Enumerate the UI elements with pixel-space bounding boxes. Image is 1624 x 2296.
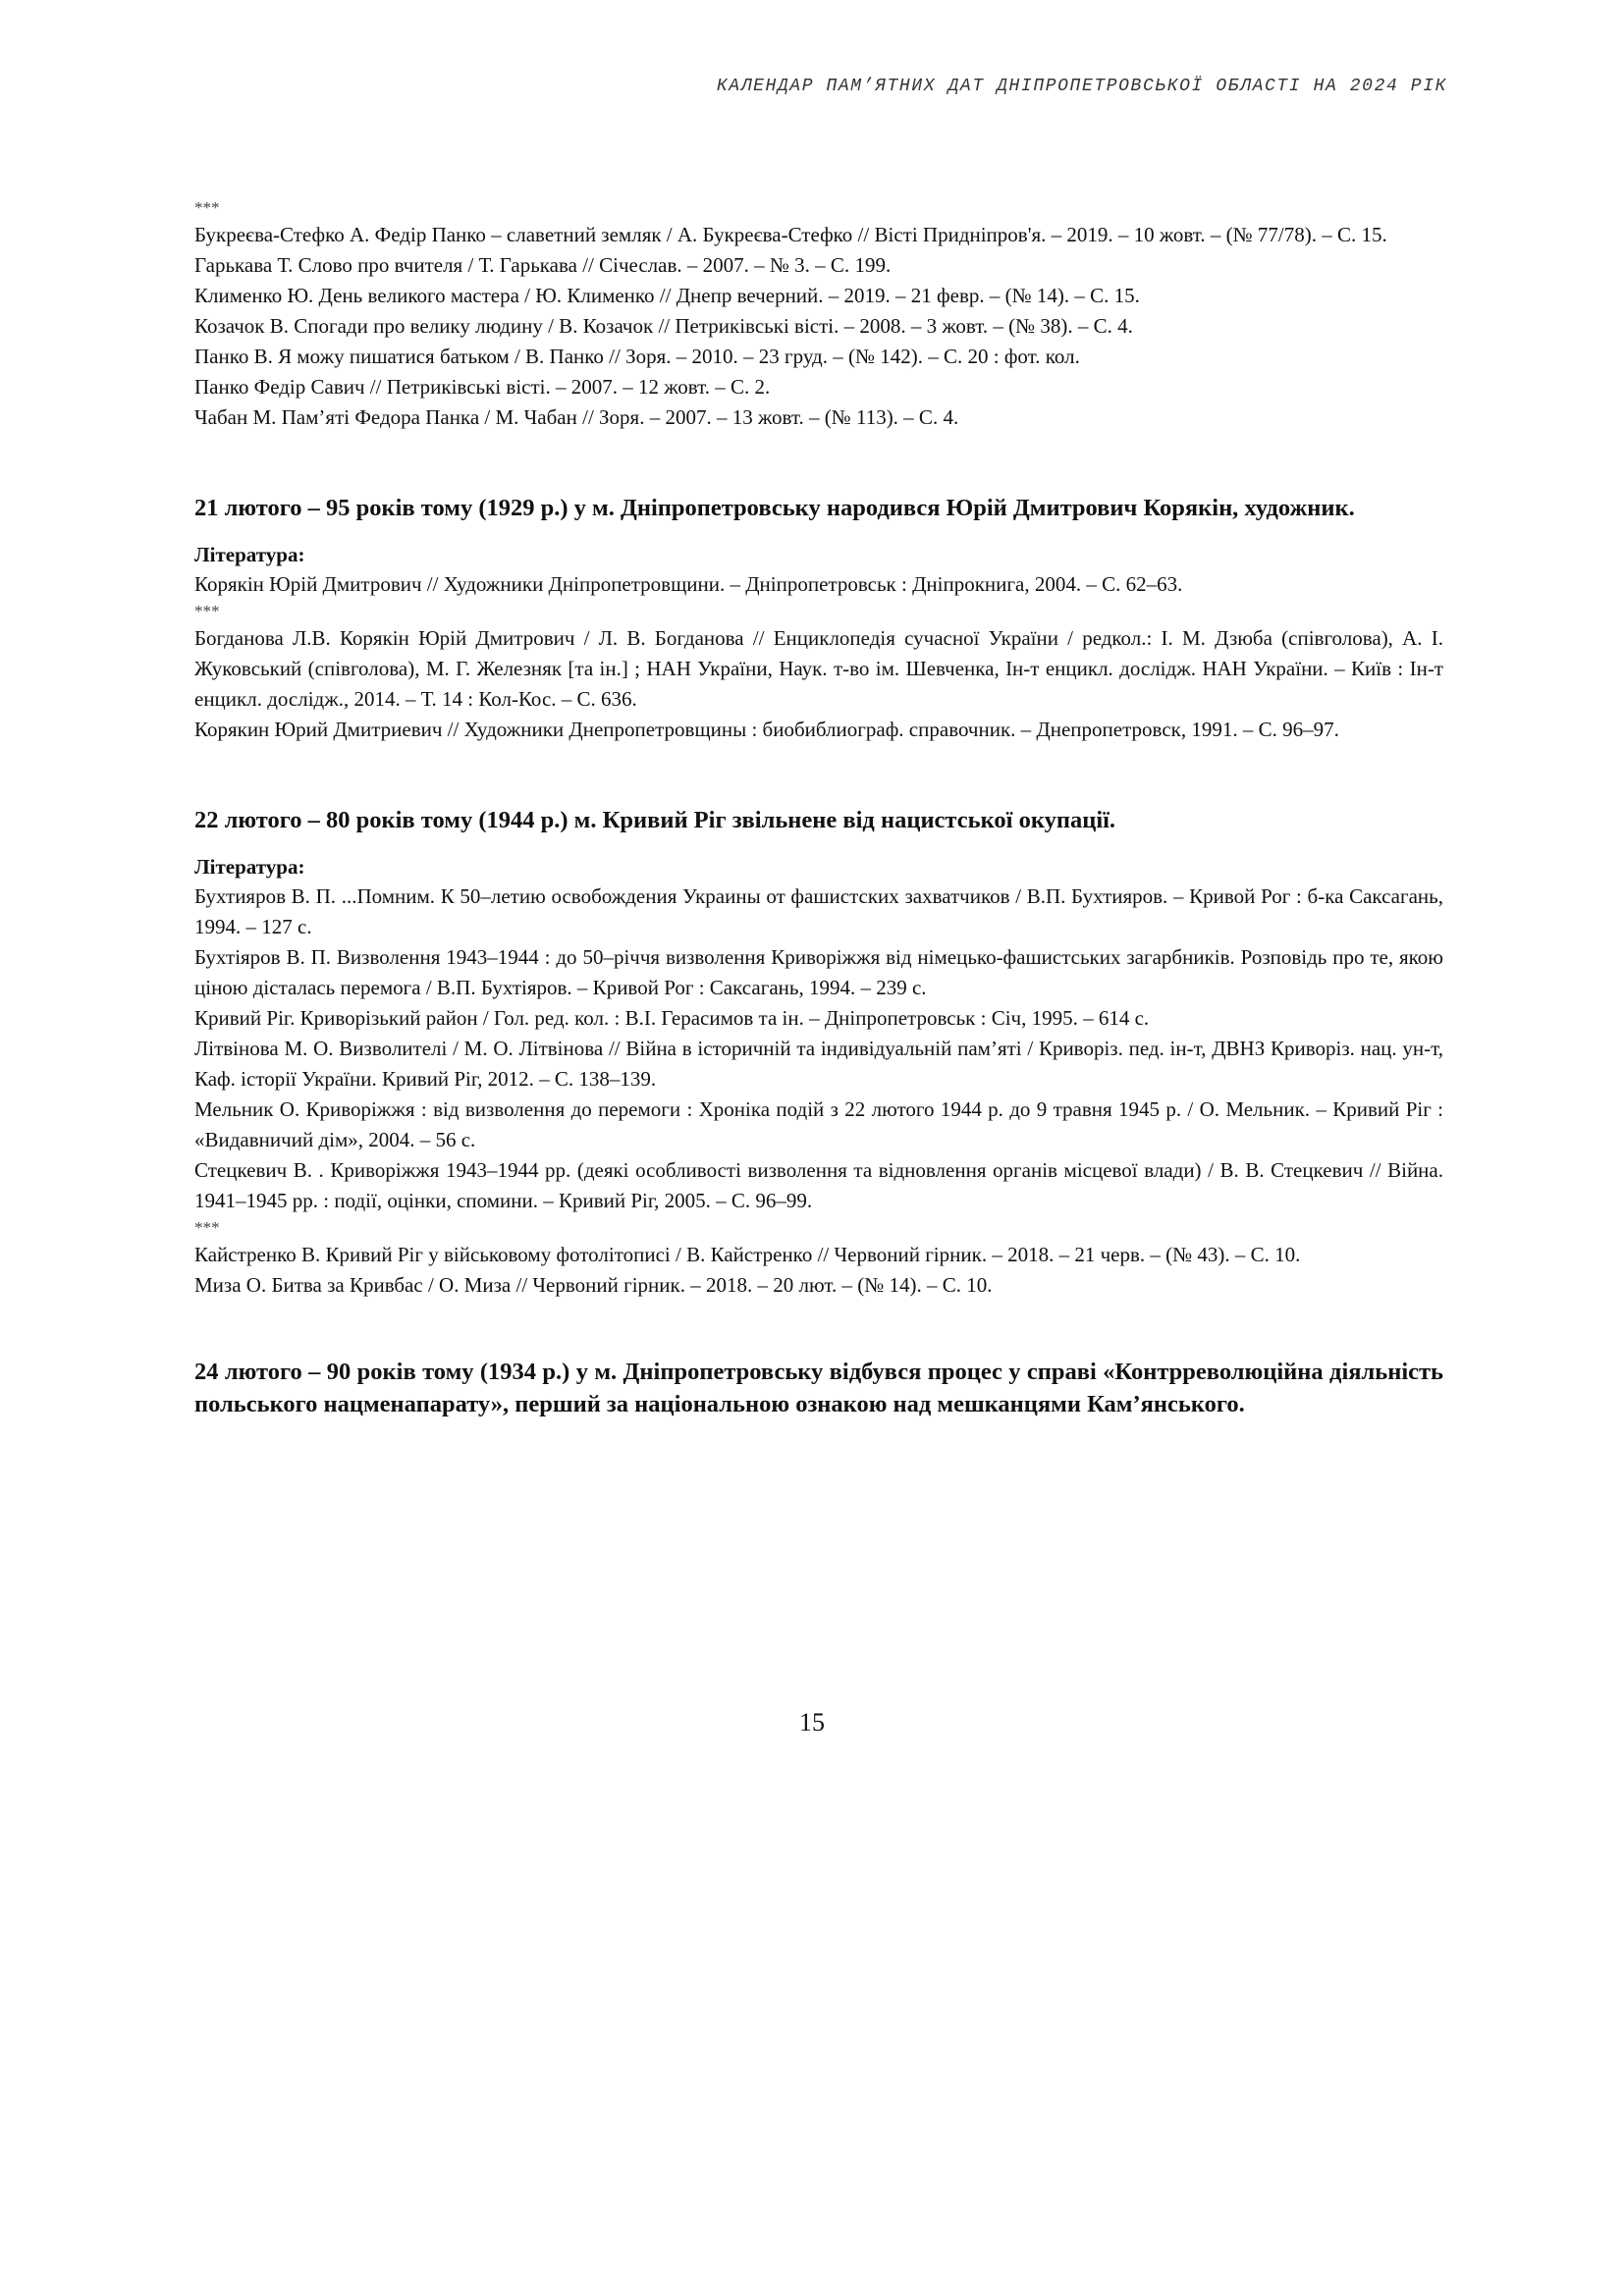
literature-item: Стецкевич В. . Криворіжжя 1943–1944 рр. (деякі особливості визволення та відновлення органів місцевої влади) / В. В. Стецкевич // Війна. 1941–1945 рр. : події, оцінки, спомини. – Кривий Ріг, 2005. – С. 96–99. [194,1158,1443,1212]
literature-item: Бухтіяров В. П. Визволення 1943–1944 : до 50–річчя визволення Криворіжжя від німецько-фашистських загарбників. Розповідь про те, якою ціною дісталась перемога / В.П. Бухтіяров. – Кривой Рог : Саксагань, 1994. – 239 с. [194,945,1443,999]
separator-stars: *** [194,602,220,620]
separator-stars: *** [194,198,220,217]
reference-item: Панко В. Я можу пишатися батьком / В. Панко // Зоря. – 2010. – 23 груд. – (№ 142). – С. 20 : фот. кол. [194,345,1080,368]
event-heading: 22 лютого – 80 років тому (1944 р.) м. Кривий Ріг звільнене від нацистської окупації. [194,807,1116,833]
event-heading: 24 лютого – 90 років тому (1934 р.) у м. Дніпропетровську відбувся процес у справі «Контрреволюційна діяльність польського нацменапарату», перший за національною ознакою над мешканцями Кам’янського. [194,1359,1443,1417]
reference-item: Букреєва-Стефко А. Федір Панко – славетний земляк / А. Букреєва-Стефко // Вісті Придніпров'я. – 2019. – 10 жовт. – (№ 77/78). – С. 15. [194,223,1387,246]
reference-item: Чабан М. Пам’яті Федора Панка / М. Чабан // Зоря. – 2007. – 13 жовт. – (№ 113). – С. 4. [194,405,959,429]
reference-item: Гарькава Т. Слово про вчителя / Т. Гарькава // Січеслав. – 2007. – № 3. – С. 199. [194,253,892,277]
reference-item: Корякин Юрий Дмитриевич // Художники Днепропетровщины : биобиблиограф. справочник. – Днепропетровск, 1991. – С. 96–97. [194,718,1339,741]
literature-item: Мельник О. Криворіжжя : від визволення до перемоги : Хроніка подій з 22 лютого 1944 р. до 9 травня 1945 р. / О. Мельник. – Кривий Ріг : «Видавничий дім», 2004. – 56 с. [194,1097,1443,1151]
reference-item: Козачок В. Спогади про велику людину / В. Козачок // Петриківські вісті. – 2008. – 3 жовт. – (№ 38). – С. 4. [194,314,1133,338]
running-header: КАЛЕНДАР ПАМ’ЯТНИХ ДАТ ДНІПРОПЕТРОВСЬКОЇ ОБЛАСТІ НА 2024 РІК [716,77,1447,96]
page-number: 15 [799,1708,825,1736]
reference-item: Панко Федір Савич // Петриківські вісті. – 2007. – 12 жовт. – С. 2. [194,375,771,399]
literature-item: Корякін Юрій Дмитрович // Художники Дніпропетровщини. – Дніпропетровськ : Дніпрокнига, 2004. – С. 62–63. [194,572,1183,596]
reference-item: Миза О. Битва за Кривбас / О. Миза // Червоний гірник. – 2018. – 20 лют. – (№ 14). – С. 10. [194,1273,993,1297]
event-heading: 21 лютого – 95 років тому (1929 р.) у м. Дніпропетровську народився Юрій Дмитрович Корякін, художник. [194,495,1355,521]
literature-label: Література: [194,855,305,879]
separator-stars: *** [194,1218,220,1237]
reference-item: Клименко Ю. День великого мастера / Ю. Клименко // Днепр вечерний. – 2019. – 21 февр. – (№ 14). – С. 15. [194,284,1140,307]
reference-item: Богданова Л.В. Корякін Юрій Дмитрович / Л. В. Богданова // Енциклопедія сучасної України / редкол.: І. М. Дзюба (співголова), А. І. Жуковський (співголова), М. Г. Железняк [та ін.] ; НАН України, Наук. т-во ім. Шевченка, Ін-т енцикл. дослідж. НАН України. – Київ : Ін-т енцикл. дослідж., 2014. – Т. 14 : Кол-Кос. – С. 636. [194,626,1443,711]
literature-item: Бухтияров В. П. ...Помним. К 50–летию освобождения Украины от фашистских захватчиков / В.П. Бухтияров. – Кривой Рог : б-ка Саксагань, 1994. – 127 с. [194,884,1443,938]
page-content [194,196,1443,1420]
literature-label: Література: [194,543,305,566]
literature-item: Кривий Ріг. Криворізький район / Гол. ред. кол. : В.І. Герасимов та ін. – Дніпропетровськ : Січ, 1995. – 614 с. [194,1006,1150,1030]
reference-item: Кайстренко В. Кривий Ріг у військовому фотолітописі / В. Кайстренко // Червоний гірник. – 2018. – 21 черв. – (№ 43). – С. 10. [194,1243,1301,1266]
literature-item: Літвінова М. О. Визволителі / М. О. Літвінова // Війна в історичній та індивідуальній пам’яті / Криворіз. пед. ін-т, ДВНЗ Криворіз. нац. ун-т, Каф. історії України. Кривий Ріг, 2012. – С. 138–139. [194,1037,1443,1091]
